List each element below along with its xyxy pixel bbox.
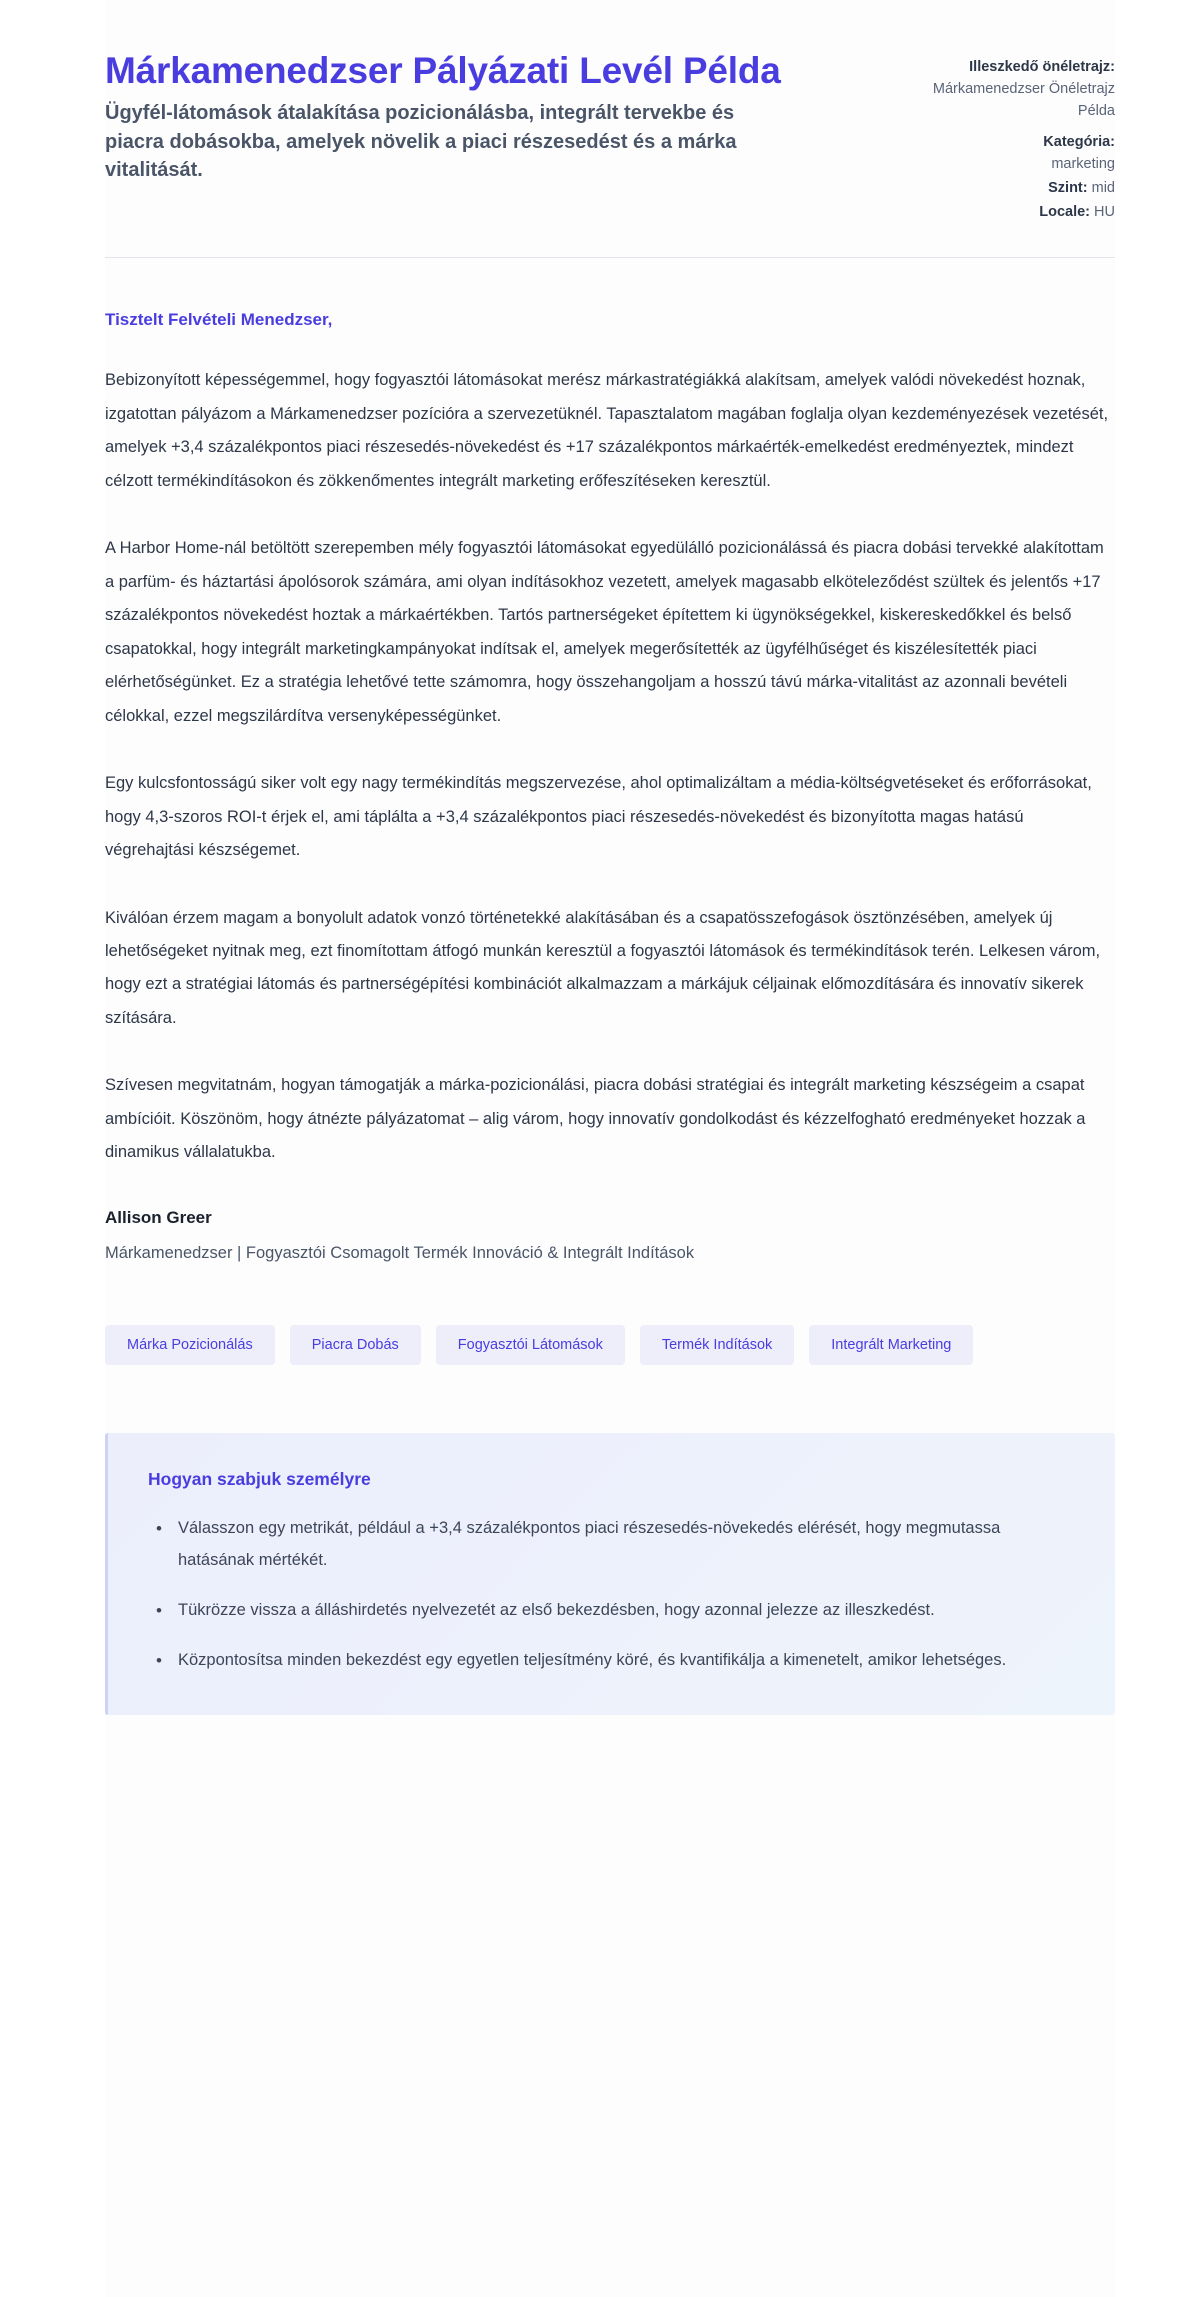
meta-level-value: mid [1091,180,1115,197]
tips-list-item: • Válasszon egy metrikát, például a +3,4 százalékpontos piaci részesedés-növekedés elérését, hogy megmutassa hatásának mértékét. [174,1512,1075,1576]
meta-matching-resume-value: Márkamenedzser Önéletrajz Példa [932,81,1115,120]
meta-matching-resume-label: Illeszkedő önéletrajz: [969,59,1115,75]
page-subtitle: Ügyfél-látomások átalakítása pozicionálásba, integrált tervekbe és piacra dobásokba, amelyek növelik a piaci részesedést és a márka vitalitását. [105,102,737,181]
tips-list-item: • Tükrözze vissza a álláshirdetés nyelvezetét az első bekezdésben, hogy azonnal jelezze az illeszkedést. [174,1594,1075,1626]
letter-paragraph: Egy kulcsfontosságú siker volt egy nagy termékindítás megszervezése, ahol optimalizáltam a média-költségvetéseket és erőforrásokat, hogy 4,3-szoros ROI-t érjek el, ami táplálta a +3,4 százalékpontos piaci részesedés-növekedést és bizonyította magas hatású végrehajtási készségemet. [105,774,1092,860]
document-header [105,0,1115,225]
meta-level [900,177,1115,199]
header-title-block [105,48,795,184]
letter-paragraph: A Harbor Home-nál betöltött szerepemben mély fogyasztói látomásokat egyedülálló pozicionálássá és piacra dobási tervekké alakítottam a parfüm- és háztartási ápolósorok számára, ami olyan indításokhoz vezetett, amelyek magasabb elköteleződést szültek és jelentős +17 százalékpontos növekedést hoztak a márkaértékben. Tartós partnerségeket építettem ki ügynökségekkel, kiskereskedőkkel és belső csapatokkal, hogy integrált marketingkampányokat indítsak el, amelyek megerősítették az ügyfélhűséget és kiszélesítették piaci elérhetőségünket. Ez a stratégia lehetővé tette számomra, hogy összehangoljam a hosszú távú márka-vitalitást az azonnali bevételi célokkal, ezzel megszilárdítva versenyképességünket. [105,539,1104,725]
meta-spacer [900,124,1115,131]
meta-level-label: Szint: [1048,180,1088,197]
meta-locale [900,201,1115,223]
letter-signature [105,1208,1115,1263]
tag-list [105,1325,1115,1365]
document-sheet [105,0,1115,2297]
tag-chip[interactable]: Integrált Marketing [809,1325,973,1365]
signature-name: Allison Greer [105,1207,212,1227]
tips-list-item: • Központosítsa minden bekezdést egy egyetlen teljesítmény köré, és kvantifikálja a kimenetelt, amikor lehetséges. [174,1644,1075,1676]
tag-chip[interactable]: Márka Pozicionálás [105,1325,275,1365]
tips-title: Hogyan szabjuk személyre [148,1468,371,1489]
page-title: Márkamenedzser Pályázati Levél Példa [105,50,781,91]
meta-category-value: marketing [1051,156,1115,173]
header-metadata [900,48,1115,225]
letter-salutation: Tisztelt Felvételi Menedzser, [105,310,333,330]
tag-chip[interactable]: Piacra Dobás [290,1325,421,1365]
signature-role: Márkamenedzser | Fogyasztói Csomagolt Termék Innováció & Integrált Indítások [105,1243,695,1262]
letter-paragraph: Bebizonyított képességemmel, hogy fogyasztói látomásokat merész márkastratégiákká alakítsam, amelyek valódi növekedést hoznak, izgatottan pályázom a Márkamenedzser pozícióra a szervezetüknél. Tapasztalatom magában foglalja olyan kezdeményezések vezetését, amelyek +3,4 százalékpontos piaci részesedés-növekedést és +17 százalékpontos márkaérték-emelkedést eredményeztek, mindezt célzott termékindításokon és zökkenőmentes integrált marketing erőfeszítéseken keresztül. [105,371,1109,490]
tag-chip[interactable]: Termék Indítások [640,1325,794,1365]
personalization-tips-callout [105,1433,1115,1715]
meta-category-label: Kategória: [1043,134,1115,151]
meta-locale-label: Locale: [1039,204,1091,221]
letter-paragraph: Szívesen megvitatnám, hogyan támogatják a márka-pozicionálási, piacra dobási stratégiai és integrált marketing készségeim a csapat ambícióit. Köszönöm, hogy átnézte pályázatomat – alig várom, hogy innovatív gondolkodást és kézzelfogható eredményeket hozzak a dinamikus vállalatukba. [105,1076,1086,1162]
tag-chip[interactable]: Fogyasztói Látomások [436,1325,625,1365]
letter-paragraph: Kiválóan érzem magam a bonyolult adatok vonzó történetekké alakításában és a csapatösszefogások ösztönzésében, amelyek új lehetőségeket nyitnak meg, ezt finomítottam átfogó munkán keresztül a fogyasztói látomások és termékindítások terén. Lelkesen várom, hogy ezt a stratégiai látomás és partnerségépítési kombinációt alkalmazzam a márkájuk céljainak előmozdítására és innovatív sikerek szítására. [105,908,1101,1027]
meta-locale-value: HU [1094,204,1115,221]
meta-matching-resume [900,56,1115,122]
meta-category [900,131,1115,175]
tips-list [148,1512,1075,1677]
cover-letter-body [105,258,1115,1263]
